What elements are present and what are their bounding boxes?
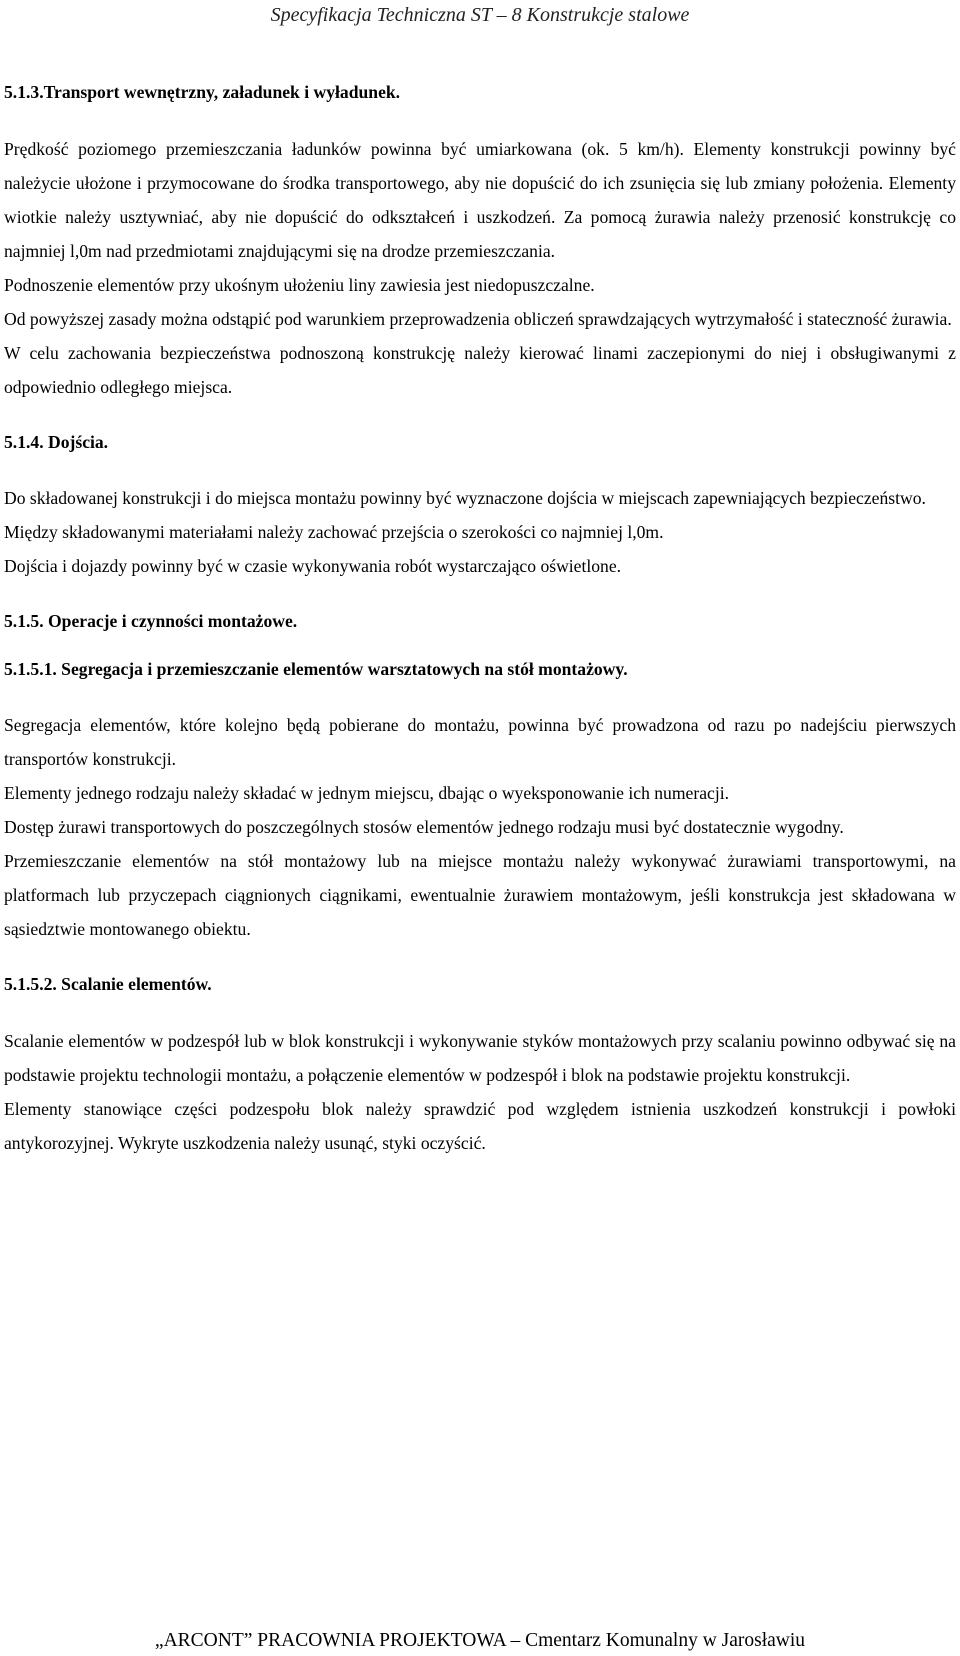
paragraph: Dojścia i dojazdy powinny być w czasie wykonywania robót wystarczająco oświetlone. [4,556,622,577]
paragraph: Elementy stanowiące części podzespołu blok należy sprawdzić pod względem istnienia uszkodzeń konstrukcji i powłoki antykorozyjnej. Wykryte uszkodzenia należy usunąć, styki oczyścić. [4,1098,956,1153]
paragraph: Dostęp żurawi transportowych do poszczególnych stosów elementów jednego rodzaju musi być dostatecznie wygodny. [4,817,844,838]
section-heading: 5.1.5.1. Segregacja i przemieszczanie elementów warsztatowych na stół montażowy. [4,658,628,679]
paragraph: Od powyższej zasady można odstąpić pod warunkiem przeprowadzenia obliczeń sprawdzających wytrzymałość i stateczność żurawia. [4,308,952,329]
paragraph: Przemieszczanie elementów na stół montażowy lub na miejsce montażu należy wykonywać żurawiami transportowymi, na platformach lub przyczepach ciągnionych ciągnikami, ewentualnie żurawiem montażowym, jeśli konstrukcja jest składowana w sąsiedztwie montowanego obiektu. [4,851,956,940]
paragraph: Do składowanej konstrukcji i do miejsca montażu powinny być wyznaczone dojścia w miejscach zapewniających bezpieczeństwo. [4,488,926,509]
paragraph: Segregacja elementów, które kolejno będą pobierane do montażu, powinna być prowadzona od razu po nadejściu pierwszych transportów konstrukcji. [4,715,956,770]
page-footer: „ARCONT” PRACOWNIA PROJEKTOWA – Cmentarz Komunalny w Jarosławiu [154,1630,806,1651]
paragraph: Scalanie elementów w podzespół lub w blok konstrukcji i wykonywanie styków montażowych przy scalaniu powinno odbywać się na podstawie projektu technologii montażu, a połączenie elementów w podzespół i blok na podstawie projektu konstrukcji. [4,1030,956,1085]
paragraph: Elementy jednego rodzaju należy składać w jednym miejscu, dbając o wyeksponowanie ich numeracji. [4,783,730,804]
paragraph: W celu zachowania bezpieczeństwa podnoszoną konstrukcję należy kierować linami zaczepionymi do niej i obsługiwanymi z odpowiednio odległego miejsca. [4,342,956,397]
paragraph: Prędkość poziomego przemieszczania ładunków powinna być umiarkowana (ok. 5 km/h). Elementy konstrukcji powinny być należycie ułożone i przymocowane do środka transportowego, aby nie dopuścić do ich zsunięcia się lub zmiany położenia. Elementy wiotkie należy usztywniać, aby nie dopuścić do odkształceń i uszkodzeń. Za pomocą żurawia należy przenosić konstrukcję co najmniej l,0m nad przedmiotami znajdującymi się na drodze przemieszczania. [4,138,956,261]
section-heading: 5.1.5.2. Scalanie elementów. [4,974,212,995]
section-heading: 5.1.3.Transport wewnętrzny, załadunek i wyładunek. [4,82,401,102]
section-heading: 5.1.4. Dojścia. [4,431,109,452]
document-body [4,84,956,1160]
paragraph: Podnoszenie elementów przy ukośnym ułożeniu liny zawiesia jest niedopuszczalne. [4,274,595,295]
section-heading: 5.1.5. Operacje i czynności montażowe. [4,611,298,632]
paragraph: Między składowanymi materiałami należy zachować przejścia o szerokości co najmniej l,0m. [4,522,664,543]
page-header: Specyfikacja Techniczna ST – 8 Konstrukcje stalowe [270,4,690,26]
